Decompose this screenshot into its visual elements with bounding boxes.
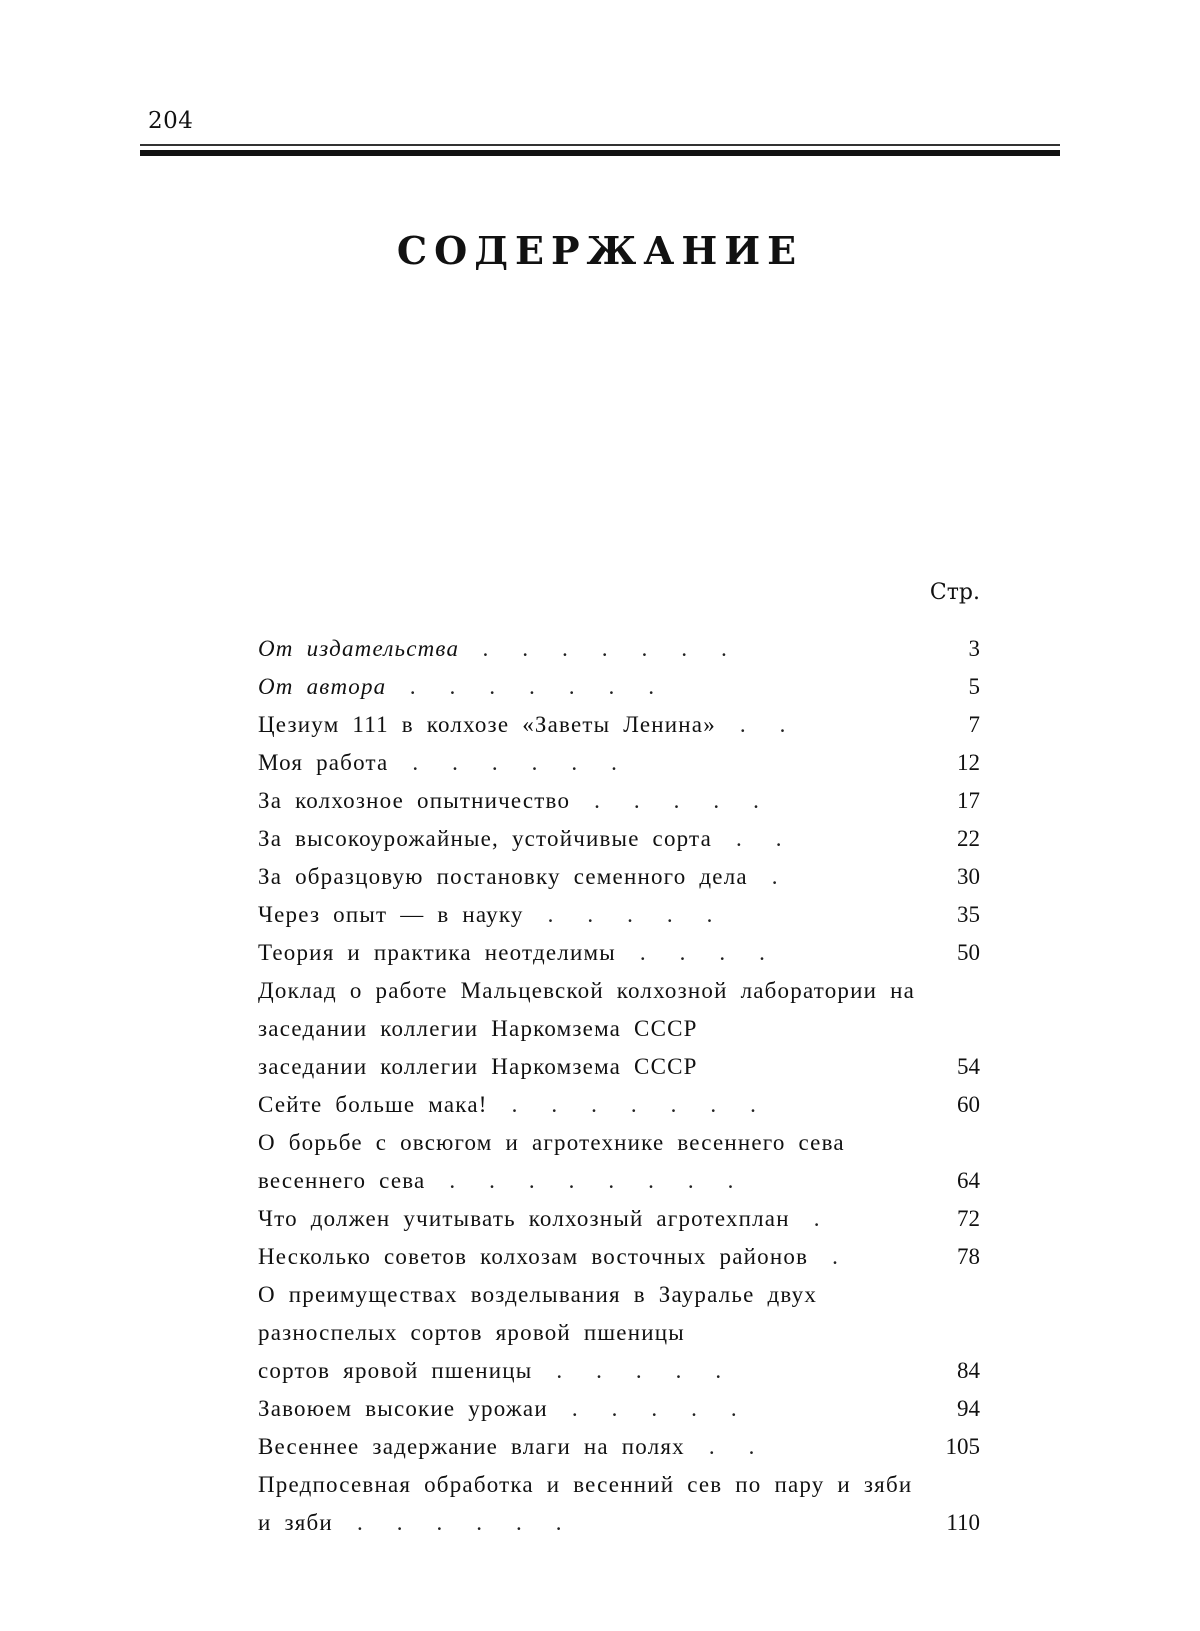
- toc-entry: [258, 972, 980, 1086]
- toc-entry-title: [258, 630, 920, 668]
- toc-entry-text: За колхозное опытничество: [258, 788, 571, 813]
- toc-entry-text: За образцовую постановку семенного дела: [258, 864, 748, 889]
- toc-entry-title: [258, 1390, 920, 1428]
- toc-entry-text: От издательства: [258, 636, 460, 661]
- toc-entry-title: [258, 820, 920, 858]
- toc-entry-page: 78: [957, 1244, 980, 1269]
- dot-leader: .....: [547, 902, 747, 927]
- toc-entry-text: Весеннее задержание влаги на полях: [258, 1434, 685, 1459]
- toc-entry: [258, 744, 980, 782]
- toc-entry: [258, 1428, 980, 1466]
- toc-entry-page: 105: [945, 1434, 980, 1459]
- toc-entry: [258, 1466, 980, 1542]
- page-column-header: Стр.: [929, 580, 980, 605]
- toc-entry-title: [258, 744, 920, 782]
- dot-leader: ......: [356, 1510, 596, 1535]
- toc-entry-text: Завоюем высокие урожаи: [258, 1396, 548, 1421]
- toc-entry-title: [258, 1276, 920, 1390]
- toc-entry-text: Предпосевная обработка и весенний сев по пару и зяби: [258, 1472, 913, 1497]
- toc-entry-page: 7: [968, 712, 980, 737]
- toc-entry: [258, 1238, 980, 1276]
- toc-entry: [258, 1276, 980, 1390]
- toc-entry-text: От автора: [258, 674, 387, 699]
- toc-entry-page: 5: [968, 674, 980, 699]
- table-of-contents: [258, 630, 980, 1542]
- header-rule-thick: [140, 150, 1060, 156]
- toc-entry-page: 17: [957, 788, 980, 813]
- toc-entry: [258, 706, 980, 744]
- toc-entry-page: 3: [968, 636, 980, 661]
- toc-entry-page: 12: [957, 750, 980, 775]
- toc-entry: [258, 782, 980, 820]
- toc-entry-text-continued: и зяби: [258, 1510, 333, 1535]
- toc-entry: [258, 668, 980, 706]
- toc-entry-text-continued: весеннего сева: [258, 1168, 426, 1193]
- dot-leader: ........: [449, 1168, 768, 1193]
- toc-entry-title: [258, 1200, 920, 1238]
- header-rule-thin: [140, 144, 1060, 146]
- toc-entry-title: [258, 1466, 920, 1542]
- toc-entry: [258, 1200, 980, 1238]
- toc-entry: [258, 1086, 980, 1124]
- toc-entry-page: 60: [957, 1092, 980, 1117]
- toc-entry: [258, 934, 980, 972]
- toc-entry-title: [258, 972, 920, 1086]
- toc-entry-title: [258, 1428, 920, 1466]
- toc-entry-title: [258, 1238, 920, 1276]
- dot-leader: .....: [571, 1396, 771, 1421]
- toc-entry-text: Несколько советов колхозам восточных районов: [258, 1244, 809, 1269]
- dot-leader: .: [813, 1206, 854, 1231]
- toc-entry-title: [258, 934, 920, 972]
- toc-entry-text: О преимуществах возделывания в Зауралье двух разноспелых сортов яровой пшеницы: [258, 1282, 818, 1345]
- toc-entry-text: Цезиум 111 в колхозе «Заветы Ленина»: [258, 712, 716, 737]
- toc-entry-title: [258, 1124, 920, 1200]
- dot-leader: .......: [483, 636, 762, 661]
- page-number: 204: [148, 108, 194, 134]
- toc-entry-title: [258, 896, 920, 934]
- toc-entry-text: Теория и практика неотделимы: [258, 940, 616, 965]
- toc-entry-title: [258, 1086, 920, 1124]
- dot-leader: .......: [410, 674, 689, 699]
- dot-leader: ..: [708, 1434, 789, 1459]
- dot-leader: .: [771, 864, 812, 889]
- toc-entry-page: 35: [957, 902, 980, 927]
- toc-entry-title: [258, 858, 920, 896]
- toc-entry: [258, 1124, 980, 1200]
- dot-leader: .: [832, 1244, 872, 1269]
- toc-entry-page: 94: [957, 1396, 980, 1421]
- toc-entry-text: Что должен учитывать колхозный агротехплан: [258, 1206, 790, 1231]
- toc-entry-page: 50: [957, 940, 980, 965]
- toc-entry-page: 30: [957, 864, 980, 889]
- toc-entry-page: 64: [957, 1168, 980, 1193]
- page-title: СОДЕРЖАНИЕ: [396, 228, 804, 273]
- toc-entry-page: 22: [957, 826, 980, 851]
- dot-leader: ..: [736, 826, 816, 851]
- dot-leader: .......: [511, 1092, 790, 1117]
- toc-entry-title: [258, 668, 920, 706]
- dot-leader: ..: [739, 712, 820, 737]
- dot-leader: ....: [639, 940, 799, 965]
- toc-entry-text: Сейте больше мака!: [258, 1092, 488, 1117]
- toc-entry-page: 72: [957, 1206, 980, 1231]
- toc-entry: [258, 896, 980, 934]
- toc-entry: [258, 858, 980, 896]
- dot-leader: ......: [412, 750, 651, 775]
- toc-entry-page: 54: [957, 1054, 980, 1079]
- toc-entry-text: О борьбе с овсюгом и агротехнике весеннего сева: [258, 1130, 845, 1155]
- toc-entry-text-continued: заседании коллегии Наркомзема СССР: [258, 1054, 698, 1079]
- toc-entry-text: Доклад о работе Мальцевской колхозной лаборатории на заседании коллегии Наркомзема СССР: [258, 978, 916, 1041]
- toc-entry: [258, 1390, 980, 1428]
- toc-entry-text: Моя работа: [258, 750, 389, 775]
- toc-entry-page: 110: [946, 1510, 980, 1535]
- dot-leader: .....: [594, 788, 793, 813]
- toc-entry-text-continued: сортов яровой пшеницы: [258, 1358, 533, 1383]
- toc-entry-text: За высокоурожайные, устойчивые сорта: [258, 826, 712, 851]
- toc-entry-page: 84: [957, 1358, 980, 1383]
- dot-leader: .....: [556, 1358, 756, 1383]
- toc-entry-text: Через опыт — в науку: [258, 902, 524, 927]
- toc-entry-title: [258, 782, 920, 820]
- toc-entry-title: [258, 706, 920, 744]
- toc-entry: [258, 630, 980, 668]
- toc-entry: [258, 820, 980, 858]
